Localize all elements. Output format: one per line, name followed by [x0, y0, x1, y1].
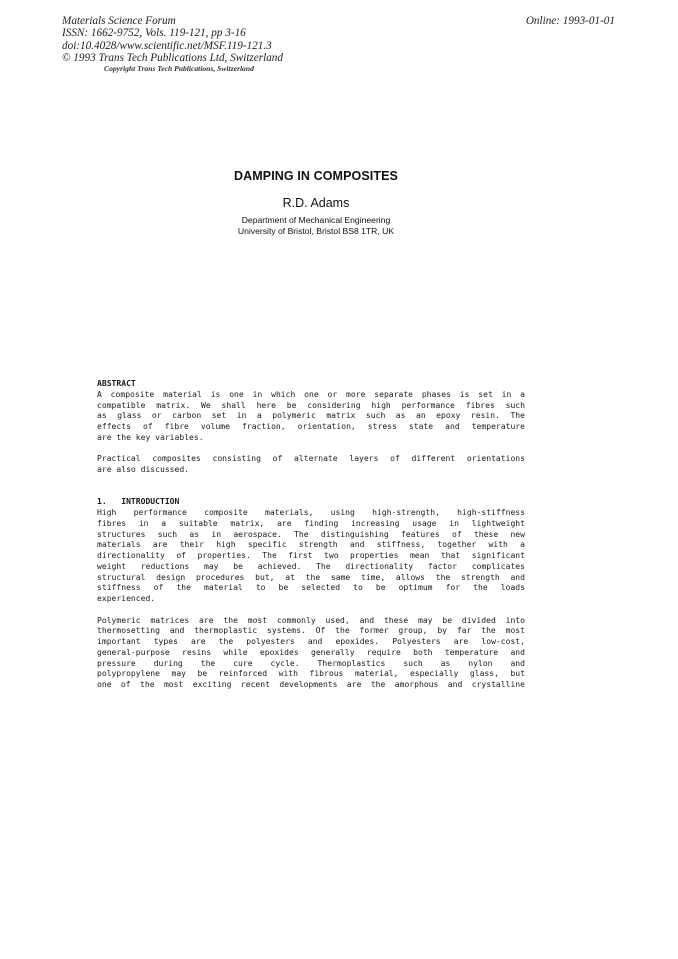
text-line: structural design procedures but, at the same time, allows the strength and — [97, 572, 525, 582]
section-gap — [97, 476, 525, 498]
body-text — [97, 379, 525, 691]
text-line: as glass or carbon set in a polymeric matrix such as an epoxy resin. The — [97, 411, 525, 421]
text-line: fibres in a suitable matrix, are finding increasing usage in lightweight — [97, 518, 525, 528]
paragraph-gap — [97, 605, 525, 616]
text-line: experienced. — [97, 594, 156, 603]
text-line: weight reductions may be achieved. The directionality factor complicates — [97, 561, 525, 571]
introduction-paragraph-2 — [97, 616, 525, 691]
text-line: polypropylene may be reinforced with fibrous material, especially glass, but — [97, 669, 525, 679]
issn-line: ISSN: 1662-9752, Vols. 119-121, pp 3-16 — [62, 27, 246, 40]
text-line: A composite material is one in which one or more separate phases is set in a — [97, 389, 525, 399]
text-line: structures such as in aerospace. The distinguishing features of these new — [97, 529, 525, 539]
text-line: High performance composite materials, using high-strength, high-stiffness — [97, 508, 525, 517]
abstract-heading: ABSTRACT — [97, 379, 136, 388]
introduction-paragraph-1 — [97, 508, 525, 605]
text-line: pressure during the cure cycle. Thermoplastics such as nylon and — [97, 658, 525, 668]
journal-header — [62, 15, 283, 64]
abstract-paragraph-2 — [97, 454, 525, 476]
text-line: Polymeric matrices are the most commonly used, and these may be divided into — [97, 615, 525, 625]
text-line: Practical composites consisting of alternate layers of different orientations — [97, 454, 525, 464]
text-line: compatible matrix. We shall here be considering high performance fibres such — [97, 400, 525, 410]
copyright-line: © 1993 Trans Tech Publications Ltd, Switzerland — [62, 51, 283, 64]
online-date: Online: 1993-01-01 — [525, 15, 615, 27]
text-line: are also discussed. — [97, 465, 190, 474]
text-line: are the key variables. — [97, 432, 204, 442]
text-line: thermosetting and thermoplastic systems. Of the former group, by far the most — [97, 626, 525, 636]
affiliation-university: University of Bristol, Bristol BS8 1TR, UK — [237, 226, 395, 236]
introduction-heading: 1. INTRODUCTION — [97, 497, 180, 507]
text-line: directionality of properties. The first two properties mean that significant — [97, 551, 525, 560]
doi-line: doi:10.4028/www.scientific.net/MSF.119-121.3 — [62, 39, 272, 52]
journal-name: Materials Science Forum — [62, 15, 176, 27]
text-line: stiffness of the material to be selected to be optimum for the loads — [97, 583, 525, 593]
text-line: materials are their high specific strength and stiffness, together with a — [97, 540, 525, 550]
title-block — [0, 169, 632, 237]
text-line: important types are the polyesters and epoxides. Polyesters are low-cost, — [97, 637, 525, 646]
paper-title: DAMPING IN COMPOSITES — [234, 169, 398, 183]
abstract-paragraph-1 — [97, 390, 525, 444]
text-line: one of the most exciting recent developments are the amorphous and crystalline — [97, 680, 525, 689]
paragraph-gap — [97, 444, 525, 455]
copyright-stamp: Copyright Trans Tech Publications, Switzerland — [104, 64, 254, 73]
text-line: general-purpose resins while epoxides generally require both temperature and — [97, 647, 525, 657]
text-line: effects of fibre volume fraction, orientation, stress state and temperature — [97, 422, 525, 431]
affiliation-department: Department of Mechanical Engineering — [241, 215, 391, 225]
author-name: R.D. Adams — [282, 196, 350, 210]
